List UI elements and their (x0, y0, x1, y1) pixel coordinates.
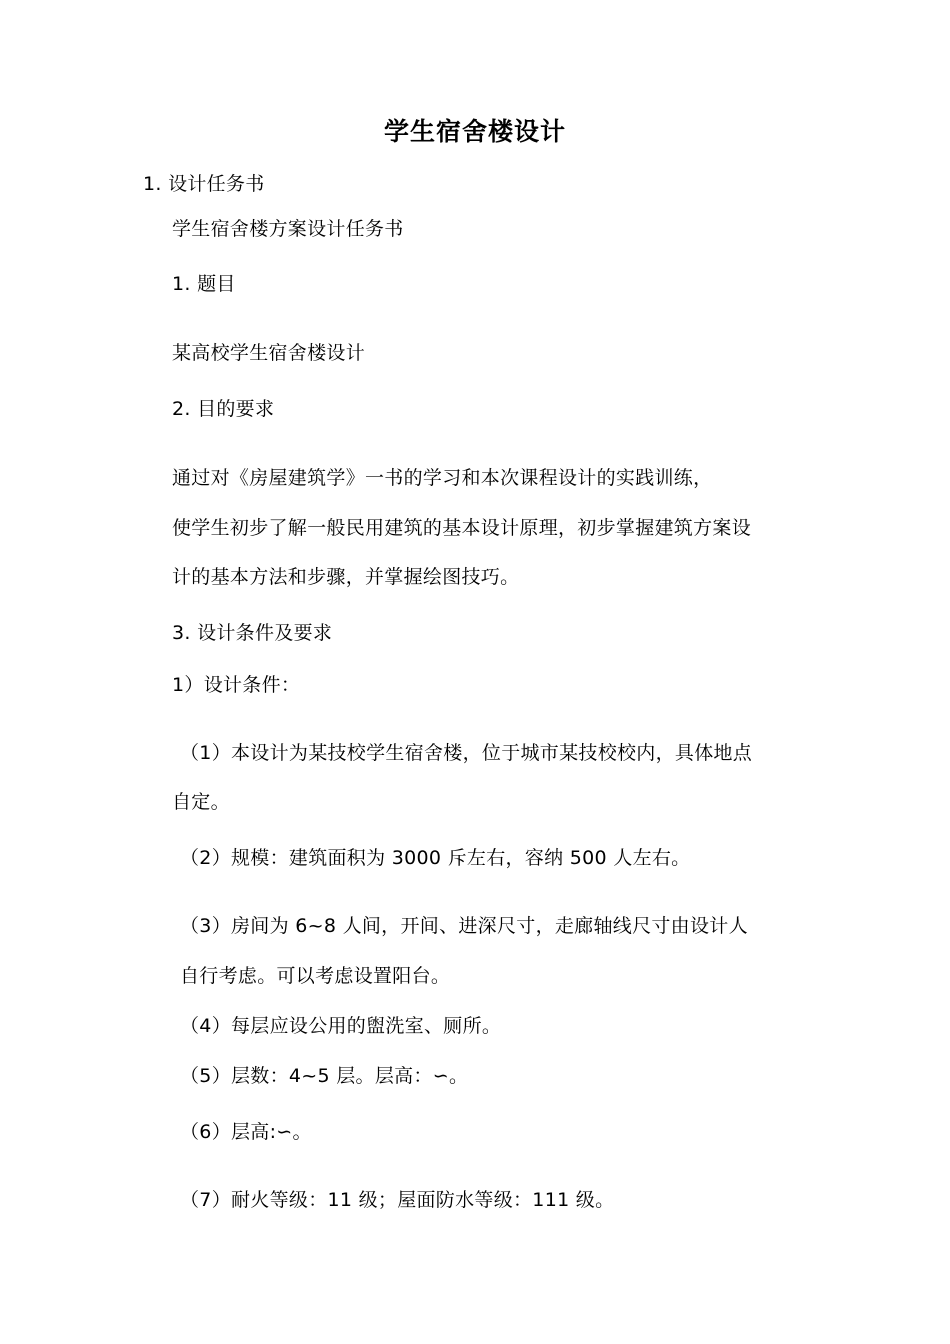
item-heading-topic: 1. 题目 (172, 273, 236, 295)
topic-text: 某高校学生宿舍楼设计 (172, 342, 366, 364)
item-heading-conditions: 3. 设计条件及要求 (172, 622, 333, 644)
condition-line: （1）本设计为某技校学生宿舍楼，位于城市某技校校内，具体地点 (180, 742, 753, 764)
condition-line: （7）耐火等级：11 级；屋面防水等级：111 级。 (180, 1189, 615, 1211)
purpose-paragraph-line: 通过对《房屋建筑学》一书的学习和本次课程设计的实践训练， (172, 467, 713, 489)
condition-line: 自定。 (172, 791, 230, 813)
purpose-paragraph-line: 计的基本方法和步骤，并掌握绘图技巧。 (172, 566, 520, 588)
task-title: 学生宿舍楼方案设计任务书 (172, 218, 404, 240)
item-heading-purpose: 2. 目的要求 (172, 398, 275, 420)
subheading-conditions: 1）设计条件： (172, 674, 301, 696)
condition-line: （3）房间为 6~8 人间，开间、进深尺寸，走廊轴线尺寸由设计人 (180, 915, 748, 937)
condition-line: （4）每层应设公用的盥洗室、厕所。 (180, 1015, 502, 1037)
condition-line: （6）层高:∽。 (180, 1121, 312, 1143)
condition-line: （2）规模：建筑面积为 3000 斥左右，容纳 500 人左右。 (180, 847, 691, 869)
document-title: 学生宿舍楼设计 (383, 117, 566, 146)
purpose-paragraph-line: 使学生初步了解一般民用建筑的基本设计原理，初步掌握建筑方案设 (172, 517, 752, 539)
condition-line: 自行考虑。可以考虑设置阳台。 (180, 965, 451, 987)
condition-line: （5）层数：4~5 层。层高：∽。 (180, 1065, 469, 1087)
section-heading: 1. 设计任务书 (143, 173, 265, 195)
